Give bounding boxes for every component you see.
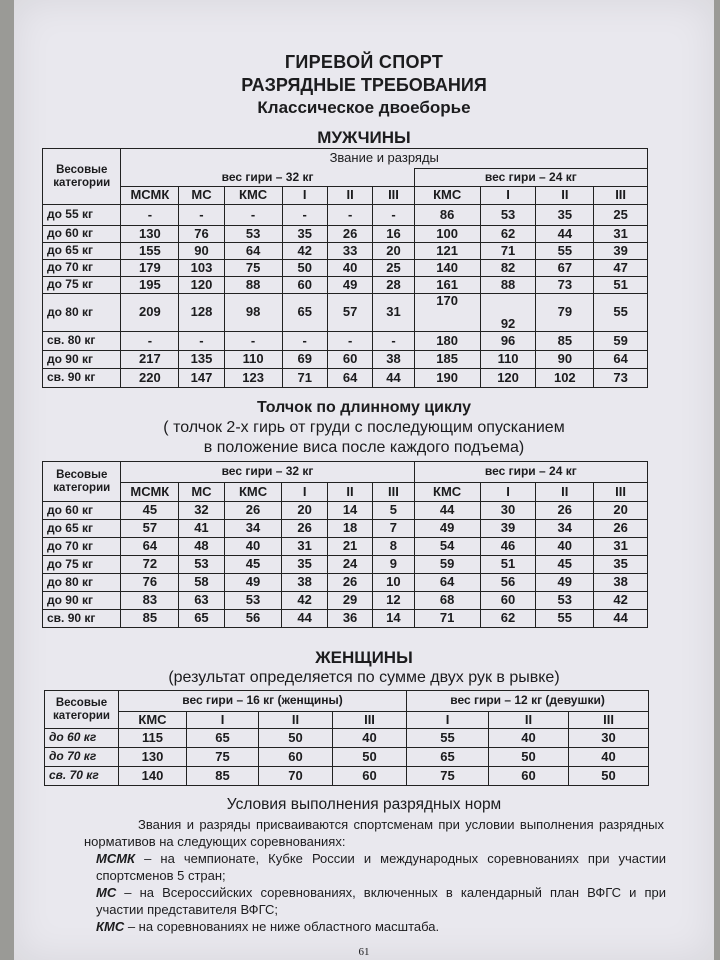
value-cell: 115 — [119, 729, 187, 748]
value-cell: 65 — [179, 610, 224, 628]
value-cell: 55 — [407, 729, 489, 748]
conditions-title: Условия выполнения разрядных норм — [226, 796, 502, 813]
value-cell: 10 — [373, 574, 414, 592]
value-cell: 65 — [282, 294, 327, 332]
value-cell: 38 — [373, 351, 414, 369]
value-cell: 5 — [373, 502, 414, 520]
value-cell: 190 — [414, 369, 480, 388]
value-cell: 18 — [327, 520, 372, 538]
category-cell: до 70 кг — [45, 748, 119, 767]
value-cell: 67 — [536, 260, 594, 277]
category-cell: до 70 кг — [43, 538, 121, 556]
value-cell: 55 — [594, 294, 648, 332]
value-cell: 26 — [594, 520, 648, 538]
value-cell: 34 — [224, 520, 282, 538]
value-cell: - — [373, 205, 414, 226]
value-cell: 130 — [121, 226, 179, 243]
value-cell: 217 — [121, 351, 179, 369]
page-number: 61 — [358, 946, 370, 958]
column-header: II — [327, 187, 372, 205]
value-cell: 68 — [414, 592, 480, 610]
category-cell: до 70 кг — [43, 260, 121, 277]
value-cell: 155 — [121, 243, 179, 260]
value-cell: 70 — [259, 767, 333, 786]
column-header: I — [282, 483, 327, 502]
value-cell: 161 — [414, 277, 480, 294]
value-cell: 31 — [594, 226, 648, 243]
value-cell: 62 — [480, 610, 536, 628]
value-cell: 51 — [594, 277, 648, 294]
value-cell: 26 — [327, 574, 372, 592]
value-cell: 49 — [327, 277, 372, 294]
weight-24-header: вес гири – 24 кг — [414, 169, 647, 187]
column-header: МСМК — [121, 187, 179, 205]
value-cell: 28 — [373, 277, 414, 294]
value-cell: 49 — [414, 520, 480, 538]
value-cell: 35 — [282, 226, 327, 243]
value-cell: 20 — [282, 502, 327, 520]
value-cell: 39 — [594, 243, 648, 260]
category-cell: до 65 кг — [43, 243, 121, 260]
value-cell: 40 — [489, 729, 569, 748]
value-cell: 64 — [594, 351, 648, 369]
value-cell: 85 — [187, 767, 259, 786]
value-cell: 26 — [224, 502, 282, 520]
value-cell: 90 — [536, 351, 594, 369]
value-cell: 60 — [489, 767, 569, 786]
value-cell: 46 — [480, 538, 536, 556]
value-cell: 76 — [121, 574, 179, 592]
value-cell: 51 — [480, 556, 536, 574]
column-header: МСМК — [121, 483, 179, 502]
value-cell: 56 — [224, 610, 282, 628]
table-row — [43, 205, 648, 226]
category-cell: до 80 кг — [43, 294, 121, 332]
value-cell: 42 — [594, 592, 648, 610]
value-cell: 130 — [119, 748, 187, 767]
value-cell: 20 — [373, 243, 414, 260]
value-cell: 170 — [414, 294, 480, 332]
value-cell: 7 — [373, 520, 414, 538]
value-cell: - — [224, 205, 282, 226]
condition-text: – на Всероссийских соревнованиях, включенных в календарный план ВФГС и при участии представителя ВФГС; — [96, 885, 666, 917]
value-cell: 44 — [373, 369, 414, 388]
column-header: III — [594, 187, 648, 205]
table-row — [43, 538, 648, 556]
value-cell: 35 — [536, 205, 594, 226]
value-cell: - — [179, 205, 224, 226]
section2-description-line1: ( толчок 2-х гирь от груди с последующим опусканием — [163, 419, 565, 436]
column-header: КМС — [224, 483, 282, 502]
condition-item — [96, 918, 666, 935]
value-cell: 83 — [121, 592, 179, 610]
value-cell: 50 — [333, 748, 407, 767]
value-cell: 64 — [224, 243, 282, 260]
column-header: II — [536, 187, 594, 205]
weight-16-header: вес гири – 16 кг (женщины) — [119, 691, 407, 712]
table-row — [43, 351, 648, 369]
table-row — [45, 767, 649, 786]
condition-item — [96, 884, 666, 918]
value-cell: 60 — [282, 277, 327, 294]
value-cell: 44 — [594, 610, 648, 628]
column-header: I — [282, 187, 327, 205]
table-row — [43, 277, 648, 294]
condition-abbr: МС — [96, 885, 117, 900]
value-cell: 40 — [327, 260, 372, 277]
value-cell: - — [282, 205, 327, 226]
book-page — [14, 0, 714, 960]
value-cell: 34 — [536, 520, 594, 538]
value-cell: 8 — [373, 538, 414, 556]
value-cell: 135 — [179, 351, 224, 369]
value-cell: 40 — [333, 729, 407, 748]
value-cell: 55 — [536, 243, 594, 260]
value-cell: 103 — [179, 260, 224, 277]
value-cell: 25 — [594, 205, 648, 226]
value-cell: 35 — [594, 556, 648, 574]
value-cell: 12 — [373, 592, 414, 610]
value-cell: 71 — [414, 610, 480, 628]
men-section-title: МУЖЧИНЫ — [317, 128, 411, 147]
value-cell: - — [121, 205, 179, 226]
section2-title: Толчок по длинному циклу — [256, 399, 472, 416]
value-cell: 26 — [327, 226, 372, 243]
value-cell: 14 — [373, 610, 414, 628]
conditions-intro: Звания и разряды присваиваются спортсменам при условии выполнения разрядных нормативов на следующих соревнованиях: — [84, 817, 664, 849]
weight-32-header: вес гири – 32 кг — [121, 169, 414, 187]
category-cell: до 80 кг — [43, 574, 121, 592]
column-header: II — [489, 712, 569, 729]
value-cell: 110 — [224, 351, 282, 369]
column-header: КМС — [224, 187, 282, 205]
rank-header: Звание и разряды — [121, 149, 648, 169]
value-cell: 128 — [179, 294, 224, 332]
value-cell: 209 — [121, 294, 179, 332]
value-cell: 60 — [480, 592, 536, 610]
category-cell: до 60 кг — [43, 226, 121, 243]
value-cell: 90 — [179, 243, 224, 260]
value-cell: 20 — [594, 502, 648, 520]
section2-description-line2: в положение виса после каждого подъема) — [203, 439, 525, 456]
value-cell: 57 — [121, 520, 179, 538]
value-cell: 41 — [179, 520, 224, 538]
column-header: КМС — [414, 483, 480, 502]
category-cell: до 60 кг — [43, 502, 121, 520]
column-header: III — [333, 712, 407, 729]
value-cell: 179 — [121, 260, 179, 277]
value-cell: 31 — [373, 294, 414, 332]
value-cell: 21 — [327, 538, 372, 556]
table-row — [43, 332, 648, 351]
category-cell: св. 70 кг — [45, 767, 119, 786]
value-cell: 50 — [259, 729, 333, 748]
weight-32-header: вес гири – 32 кг — [121, 462, 414, 483]
value-cell: 195 — [121, 277, 179, 294]
value-cell: 47 — [594, 260, 648, 277]
value-cell: 44 — [536, 226, 594, 243]
category-header: Весовые категории — [45, 691, 119, 729]
value-cell: 55 — [536, 610, 594, 628]
value-cell: 53 — [480, 205, 536, 226]
value-cell: - — [224, 332, 282, 351]
value-cell: 45 — [121, 502, 179, 520]
value-cell: 53 — [179, 556, 224, 574]
column-header: МС — [179, 187, 224, 205]
value-cell: 40 — [569, 748, 649, 767]
value-cell: 92 — [480, 294, 536, 332]
condition-abbr: МСМК — [96, 851, 136, 866]
value-cell: 69 — [282, 351, 327, 369]
value-cell: 40 — [536, 538, 594, 556]
value-cell: 75 — [407, 767, 489, 786]
value-cell: 30 — [569, 729, 649, 748]
table-row — [45, 748, 649, 767]
value-cell: 120 — [480, 369, 536, 388]
value-cell: 59 — [594, 332, 648, 351]
page-title: ГИРЕВОЙ СПОРТ — [284, 52, 444, 72]
value-cell: 9 — [373, 556, 414, 574]
table-row — [43, 556, 648, 574]
value-cell: - — [121, 332, 179, 351]
value-cell: 86 — [414, 205, 480, 226]
column-header: III — [373, 483, 414, 502]
value-cell: - — [179, 332, 224, 351]
condition-item — [96, 850, 666, 884]
value-cell: 76 — [179, 226, 224, 243]
value-cell: 60 — [259, 748, 333, 767]
value-cell: 56 — [480, 574, 536, 592]
table-row — [43, 369, 648, 388]
value-cell: 65 — [187, 729, 259, 748]
value-cell: 73 — [536, 277, 594, 294]
value-cell: 45 — [536, 556, 594, 574]
value-cell: 147 — [179, 369, 224, 388]
value-cell: - — [373, 332, 414, 351]
table-row — [45, 729, 649, 748]
table-row — [43, 226, 648, 243]
value-cell: 50 — [282, 260, 327, 277]
category-cell: до 75 кг — [43, 556, 121, 574]
value-cell: 71 — [480, 243, 536, 260]
value-cell: 44 — [414, 502, 480, 520]
table-row — [43, 243, 648, 260]
table-row — [43, 294, 648, 332]
value-cell: - — [327, 332, 372, 351]
value-cell: 50 — [489, 748, 569, 767]
value-cell: 88 — [224, 277, 282, 294]
value-cell: 72 — [121, 556, 179, 574]
value-cell: 64 — [414, 574, 480, 592]
value-cell: 49 — [536, 574, 594, 592]
category-cell: до 75 кг — [43, 277, 121, 294]
value-cell: 62 — [480, 226, 536, 243]
value-cell: 58 — [179, 574, 224, 592]
value-cell: - — [282, 332, 327, 351]
value-cell: 65 — [407, 748, 489, 767]
value-cell: 64 — [327, 369, 372, 388]
value-cell: 50 — [569, 767, 649, 786]
value-cell: 185 — [414, 351, 480, 369]
value-cell: 88 — [480, 277, 536, 294]
category-header: Весовые категории — [43, 462, 121, 502]
column-header: II — [327, 483, 372, 502]
column-header: МС — [179, 483, 224, 502]
column-header: III — [373, 187, 414, 205]
value-cell: 98 — [224, 294, 282, 332]
table-row — [43, 610, 648, 628]
value-cell: 82 — [480, 260, 536, 277]
value-cell: 45 — [224, 556, 282, 574]
value-cell: 39 — [480, 520, 536, 538]
value-cell: 53 — [224, 592, 282, 610]
women-description: (результат определяется по сумме двух рук в рывке) — [168, 669, 560, 686]
value-cell: 31 — [282, 538, 327, 556]
value-cell: 180 — [414, 332, 480, 351]
value-cell: 16 — [373, 226, 414, 243]
table-row — [43, 592, 648, 610]
value-cell: 29 — [327, 592, 372, 610]
category-cell: до 90 кг — [43, 592, 121, 610]
value-cell: 26 — [536, 502, 594, 520]
column-header: II — [536, 483, 594, 502]
table-row — [43, 520, 648, 538]
value-cell: 25 — [373, 260, 414, 277]
column-header: I — [480, 187, 536, 205]
column-header: КМС — [119, 712, 187, 729]
value-cell: 140 — [119, 767, 187, 786]
men-long-cycle-table — [42, 461, 648, 628]
value-cell: 26 — [282, 520, 327, 538]
value-cell: 71 — [282, 369, 327, 388]
value-cell: 31 — [594, 538, 648, 556]
value-cell: 54 — [414, 538, 480, 556]
value-cell: 42 — [282, 592, 327, 610]
condition-text: – на чемпионате, Кубке России и международных соревнованиях при участии спортсменов 5 стран; — [96, 851, 666, 883]
page-subtitle: РАЗРЯДНЫЕ ТРЕБОВАНИЯ — [241, 75, 487, 95]
value-cell: 60 — [333, 767, 407, 786]
value-cell: 220 — [121, 369, 179, 388]
column-header: I — [480, 483, 536, 502]
value-cell: 53 — [224, 226, 282, 243]
value-cell: 102 — [536, 369, 594, 388]
table-row — [43, 574, 648, 592]
weight-12-header: вес гири – 12 кг (девушки) — [407, 691, 649, 712]
category-cell: до 60 кг — [45, 729, 119, 748]
column-header: I — [187, 712, 259, 729]
value-cell: 73 — [594, 369, 648, 388]
value-cell: 42 — [282, 243, 327, 260]
value-cell: 79 — [536, 294, 594, 332]
category-cell: до 65 кг — [43, 520, 121, 538]
category-header: Весовые категории — [43, 149, 121, 205]
value-cell: 110 — [480, 351, 536, 369]
value-cell: 75 — [187, 748, 259, 767]
value-cell: 14 — [327, 502, 372, 520]
value-cell: - — [327, 205, 372, 226]
value-cell: 35 — [282, 556, 327, 574]
value-cell: 53 — [536, 592, 594, 610]
value-cell: 24 — [327, 556, 372, 574]
value-cell: 85 — [121, 610, 179, 628]
value-cell: 140 — [414, 260, 480, 277]
category-cell: св. 90 кг — [43, 369, 121, 388]
column-header: КМС — [414, 187, 480, 205]
value-cell: 49 — [224, 574, 282, 592]
value-cell: 30 — [480, 502, 536, 520]
value-cell: 123 — [224, 369, 282, 388]
women-section-title: ЖЕНЩИНЫ — [315, 648, 413, 667]
column-header: I — [407, 712, 489, 729]
women-table — [44, 690, 649, 786]
value-cell: 36 — [327, 610, 372, 628]
value-cell: 60 — [327, 351, 372, 369]
value-cell: 33 — [327, 243, 372, 260]
value-cell: 63 — [179, 592, 224, 610]
value-cell: 120 — [179, 277, 224, 294]
value-cell: 38 — [594, 574, 648, 592]
table-row — [43, 502, 648, 520]
category-cell: до 55 кг — [43, 205, 121, 226]
discipline-title: Классическое двоеборье — [257, 98, 471, 117]
value-cell: 48 — [179, 538, 224, 556]
category-cell: до 90 кг — [43, 351, 121, 369]
value-cell: 40 — [224, 538, 282, 556]
condition-abbr: КМС — [96, 919, 125, 934]
column-header: III — [569, 712, 649, 729]
value-cell: 64 — [121, 538, 179, 556]
category-cell: св. 90 кг — [43, 610, 121, 628]
value-cell: 38 — [282, 574, 327, 592]
value-cell: 96 — [480, 332, 536, 351]
table-row — [43, 260, 648, 277]
men-classic-table — [42, 148, 648, 388]
column-header: II — [259, 712, 333, 729]
value-cell: 121 — [414, 243, 480, 260]
weight-24-header: вес гири – 24 кг — [414, 462, 647, 483]
value-cell: 100 — [414, 226, 480, 243]
value-cell: 85 — [536, 332, 594, 351]
value-cell: 57 — [327, 294, 372, 332]
value-cell: 44 — [282, 610, 327, 628]
value-cell: 75 — [224, 260, 282, 277]
condition-text: – на соревнованиях не ниже областного масштаба. — [124, 919, 440, 934]
value-cell: 32 — [179, 502, 224, 520]
category-cell: св. 80 кг — [43, 332, 121, 351]
value-cell: 59 — [414, 556, 480, 574]
column-header: III — [594, 483, 648, 502]
